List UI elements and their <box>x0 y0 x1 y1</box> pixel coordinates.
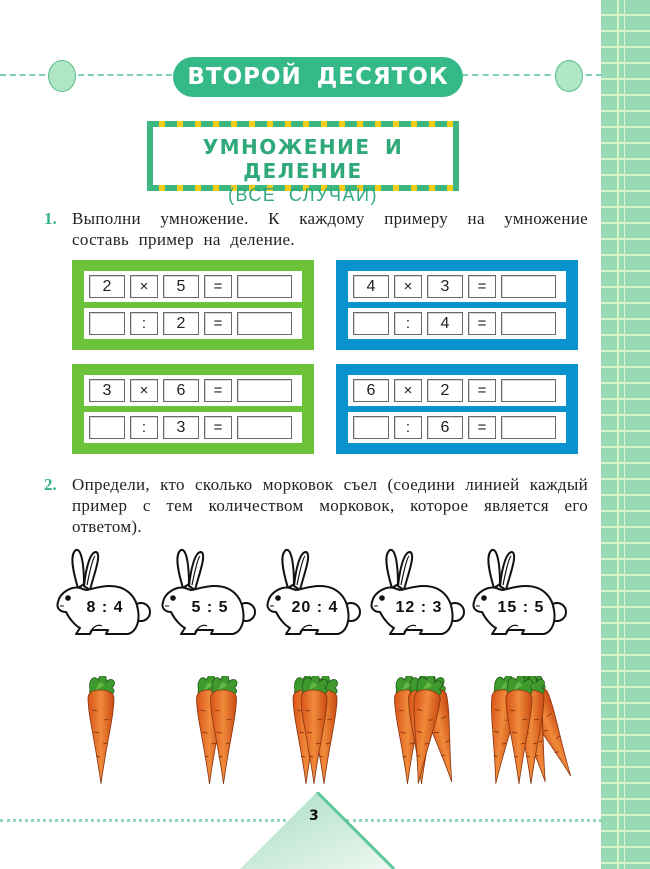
equals-sign: = <box>468 416 496 439</box>
rabbit-icon <box>155 548 259 638</box>
operand-b: 2 <box>427 379 463 402</box>
divisor: 3 <box>163 416 199 439</box>
equals-sign: = <box>204 379 232 402</box>
section-title: ВТОРОЙ ДЕСЯТОК <box>173 57 463 97</box>
carrot-group-5[interactable] <box>484 676 576 788</box>
operand-a: 6 <box>353 379 389 402</box>
equals-sign: = <box>468 379 496 402</box>
multiplication-row <box>348 271 566 302</box>
rabbit-icon <box>50 548 154 638</box>
divisor: 4 <box>427 312 463 335</box>
rabbit-3[interactable] <box>260 548 360 636</box>
topic-subtitle: (ВСЕ СЛУЧАИ) <box>228 185 378 205</box>
rabbit-1[interactable] <box>50 548 150 636</box>
decorative-grid-strip <box>601 0 650 869</box>
operator: : <box>130 416 158 439</box>
answer-box[interactable] <box>501 275 556 298</box>
operand-a: 2 <box>89 275 125 298</box>
rabbit-expression: 15 : 5 <box>497 599 545 616</box>
division-row <box>348 308 566 339</box>
rabbit-expression: 8 : 4 <box>86 599 124 616</box>
equals-sign: = <box>468 275 496 298</box>
equals-sign: = <box>204 416 232 439</box>
decorative-circle-right <box>555 60 583 92</box>
division-row <box>84 412 302 443</box>
equation-panel-1 <box>72 260 314 350</box>
operand-a: 3 <box>89 379 125 402</box>
operator: : <box>394 416 422 439</box>
carrot-group-1[interactable] <box>80 676 124 788</box>
equation-panel-3 <box>72 364 314 454</box>
answer-box[interactable] <box>501 379 556 402</box>
task-text: Выполни умножение. К каждому примеру на умножение составь пример на деление. <box>72 209 588 249</box>
topic-box <box>147 121 459 205</box>
page-number-triangle <box>240 792 395 869</box>
operator: : <box>394 312 422 335</box>
answer-box[interactable] <box>237 379 292 402</box>
equals-sign: = <box>468 312 496 335</box>
page-number: 3 <box>309 808 319 824</box>
division-row <box>84 308 302 339</box>
carrot-group-2[interactable] <box>190 676 245 788</box>
answer-box[interactable] <box>237 416 292 439</box>
rabbit-icon <box>364 548 468 638</box>
rabbit-4[interactable] <box>364 548 464 636</box>
answer-box[interactable] <box>501 312 556 335</box>
operand-b: 3 <box>427 275 463 298</box>
rabbit-icon <box>466 548 570 638</box>
decorative-circle-left <box>48 60 76 92</box>
rabbit-2[interactable] <box>155 548 255 636</box>
multiplication-row <box>84 271 302 302</box>
dividend-box[interactable] <box>353 416 389 439</box>
dividend-box[interactable] <box>353 312 389 335</box>
multiplication-row <box>84 375 302 406</box>
multiplication-row <box>348 375 566 406</box>
operand-b: 6 <box>163 379 199 402</box>
carrot-group-4[interactable] <box>390 676 455 788</box>
operator: × <box>130 275 158 298</box>
rabbit-expression: 5 : 5 <box>191 599 229 616</box>
dividend-box[interactable] <box>89 416 125 439</box>
dividend-box[interactable] <box>89 312 125 335</box>
operand-a: 4 <box>353 275 389 298</box>
operand-b: 5 <box>163 275 199 298</box>
rabbit-expression: 12 : 3 <box>395 599 443 616</box>
operator: × <box>130 379 158 402</box>
equals-sign: = <box>204 275 232 298</box>
equation-panel-2 <box>336 260 578 350</box>
operator: × <box>394 275 422 298</box>
divisor: 2 <box>163 312 199 335</box>
divisor: 6 <box>427 416 463 439</box>
task-number: 1. <box>44 209 57 228</box>
operator: : <box>130 312 158 335</box>
task-text: Определи, кто сколько морковок съел (соедини линией каждый пример с тем количеством морковок, которое является его ответом). <box>72 475 588 536</box>
operator: × <box>394 379 422 402</box>
rabbit-icon <box>260 548 364 638</box>
division-row <box>348 412 566 443</box>
equals-sign: = <box>204 312 232 335</box>
rabbit-5[interactable] <box>466 548 566 636</box>
answer-box[interactable] <box>501 416 556 439</box>
rabbit-expression: 20 : 4 <box>291 599 339 616</box>
task-2-instruction <box>44 474 588 537</box>
answer-box[interactable] <box>237 312 292 335</box>
equation-panel-4 <box>336 364 578 454</box>
carrot-group-3[interactable] <box>286 676 346 788</box>
task-number: 2. <box>44 475 57 494</box>
header-dashed-line-left <box>0 74 172 76</box>
answer-box[interactable] <box>237 275 292 298</box>
task-1-instruction <box>44 208 588 250</box>
topic-title: УМНОЖЕНИЕ И ДЕЛЕНИЕ <box>202 135 404 183</box>
